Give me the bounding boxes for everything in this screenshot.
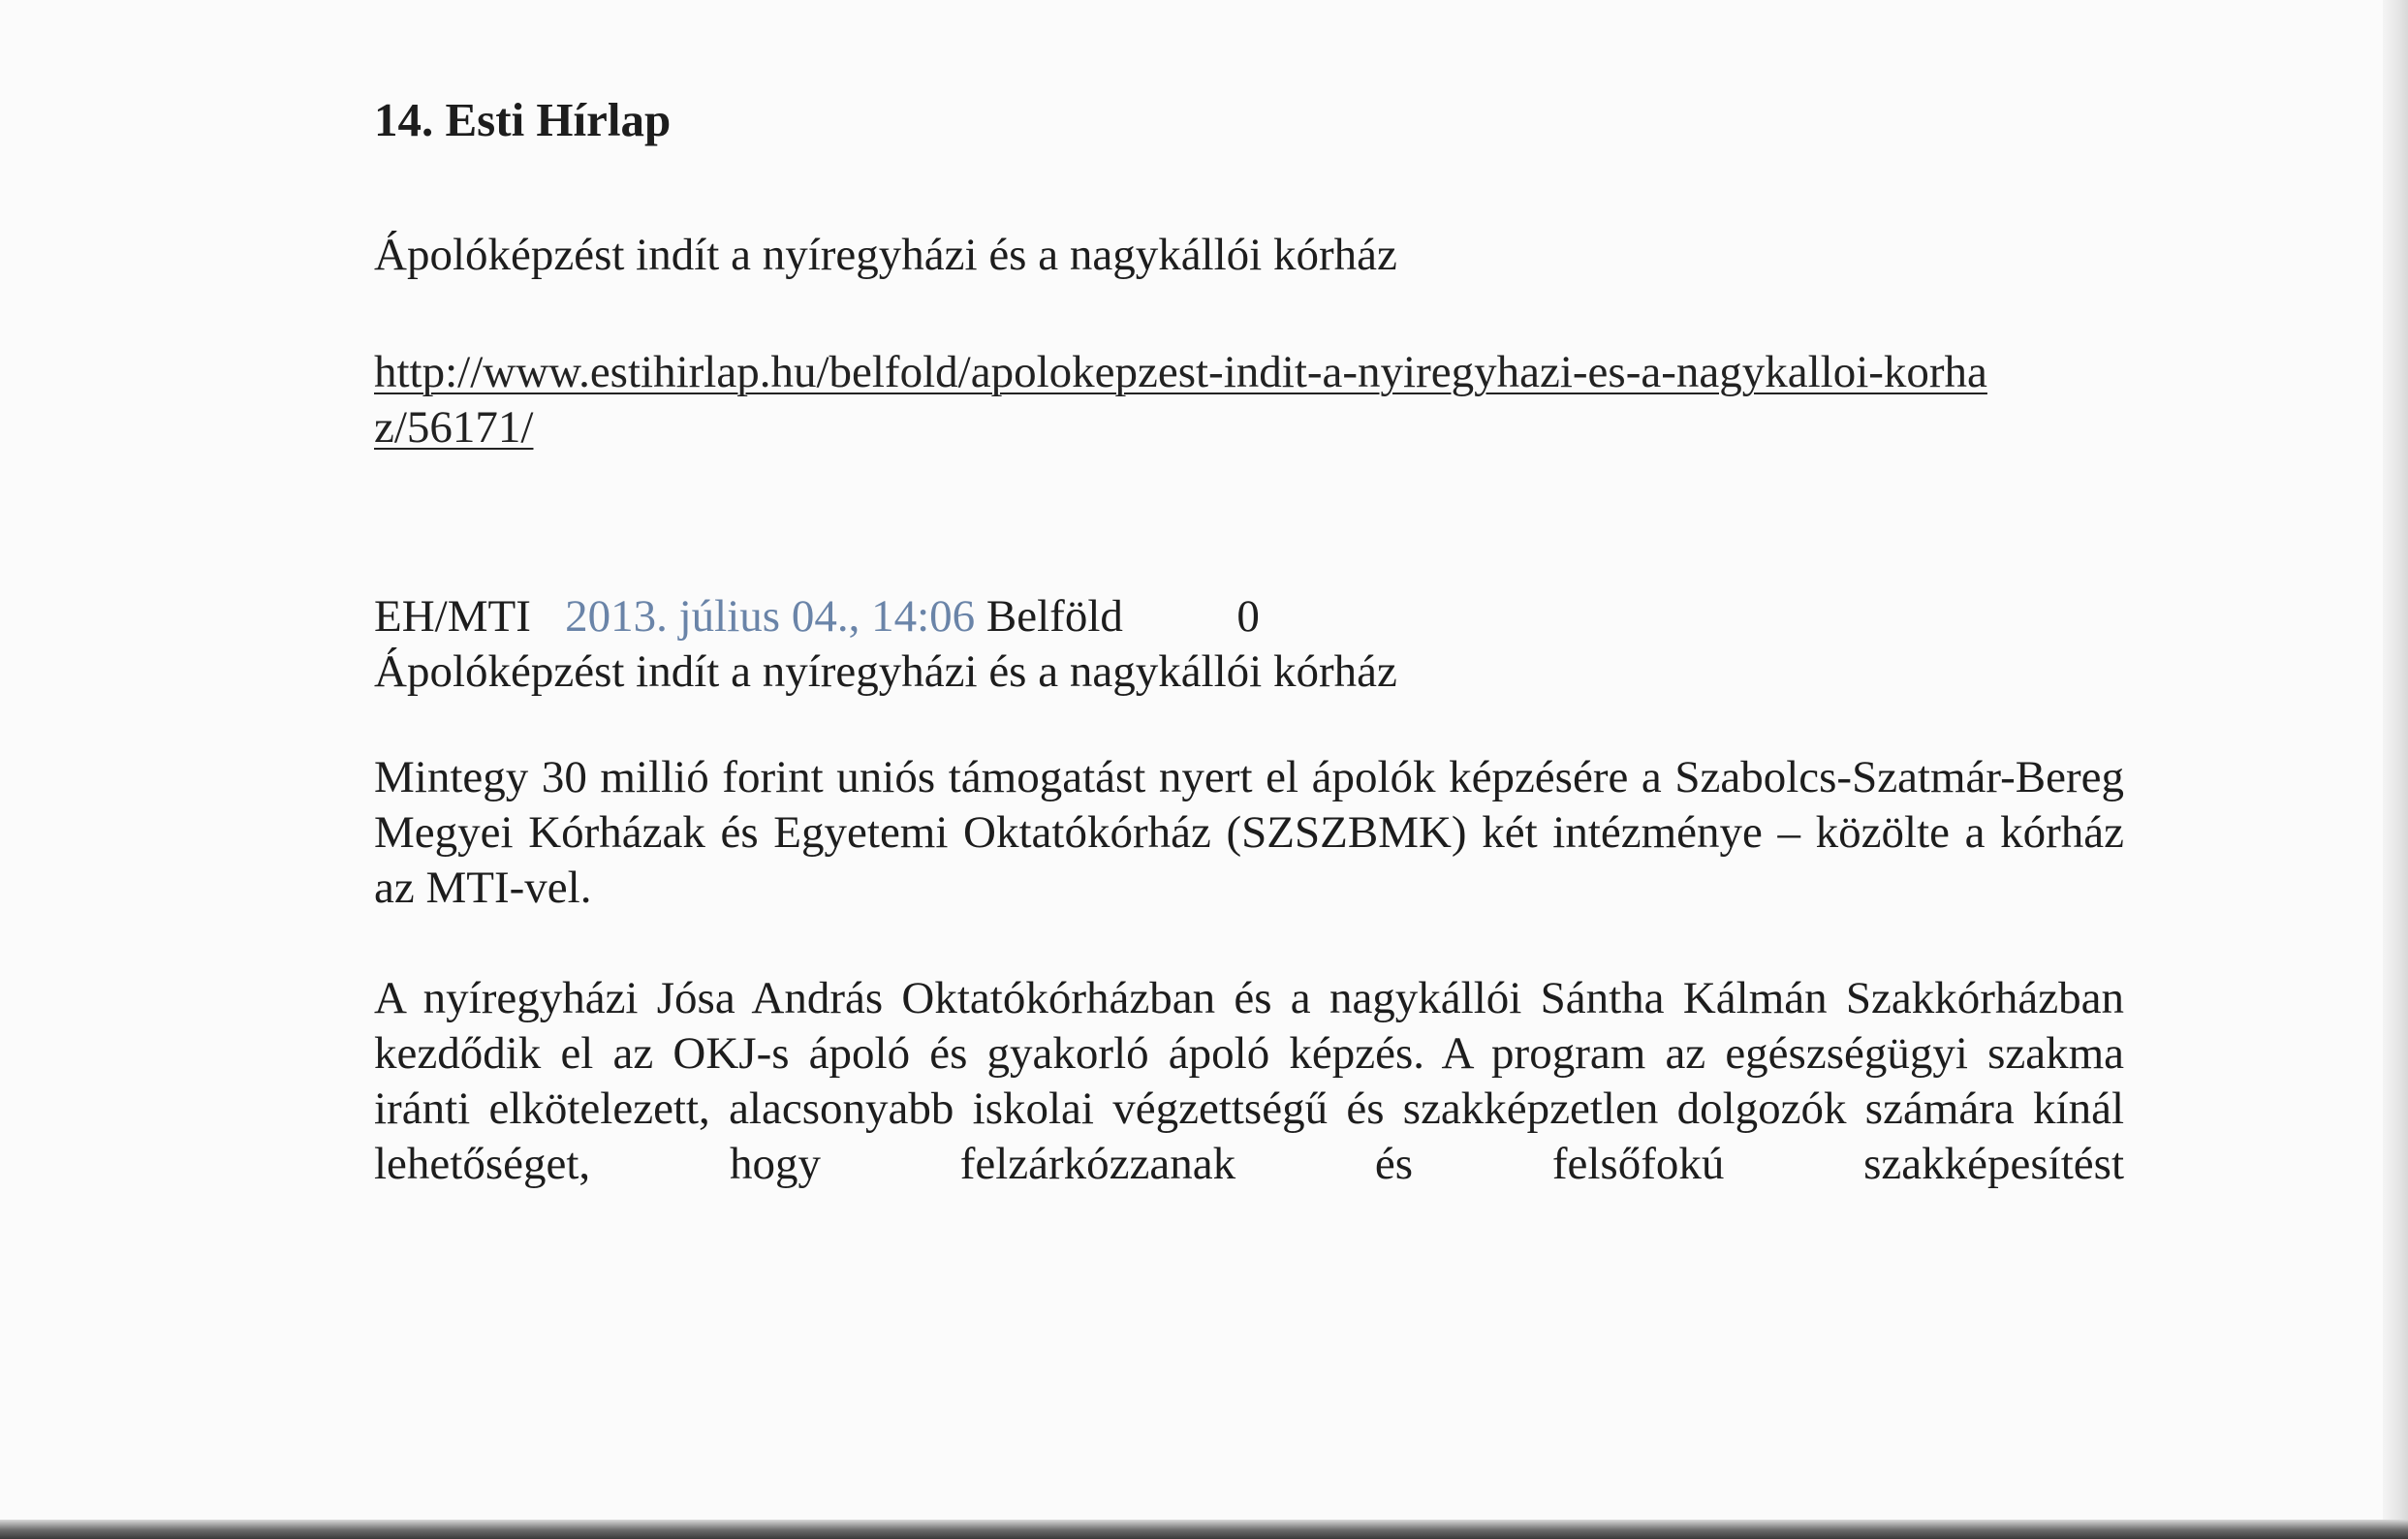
article-link[interactable]: http://www.estihirlap.hu/belfold/apolokepzest-indit-a-nyiregyhazi-es-a-nagykalloi-korhaz/56171/	[374, 347, 1987, 453]
scan-edge-bottom	[0, 1520, 2408, 1539]
article-title: Ápolóképzést indít a nyíregyházi és a nagykállói kórház	[374, 646, 1397, 697]
article-meta	[374, 589, 2124, 644]
meta-section: Belföld	[985, 591, 1123, 642]
meta-date: 2013. július 04., 14:06	[565, 591, 976, 642]
article-headline: Ápolóképzést indít a nyíregyházi és a nagykállói kórház	[374, 230, 1397, 280]
document-content	[374, 92, 2124, 1192]
article-paragraph-2: A nyíregyházi Jósa András Oktatókórházban és a nagykállói Sántha Kálmán Szakkórházban kezdődik el az OKJ-s ápoló és gyakorló ápoló képzés. A program az egészségügyi szakma iránti elkötelezett, alacsonyabb iskolai végzettségű és szakképzetlen dolgozók számára kínál lehetőséget, hogy felzárkózzanak és felsőfokú szakképesítést	[374, 973, 2124, 1189]
article-paragraph-1: Mintegy 30 millió forint uniós támogatást nyert el ápolók képzésére a Szabolcs-Szatmár-Bereg Megyei Kórházak és Egyetemi Oktatókórház (SZSZBMK) két intézménye – közölte a kórház az MTI-vel.	[374, 752, 2124, 913]
meta-comment-count: 0	[1236, 591, 1260, 642]
scan-edge-right	[2383, 0, 2408, 1539]
document-heading: 14. Esti Hírlap	[374, 93, 672, 146]
meta-source: EH/MTI	[374, 591, 531, 642]
